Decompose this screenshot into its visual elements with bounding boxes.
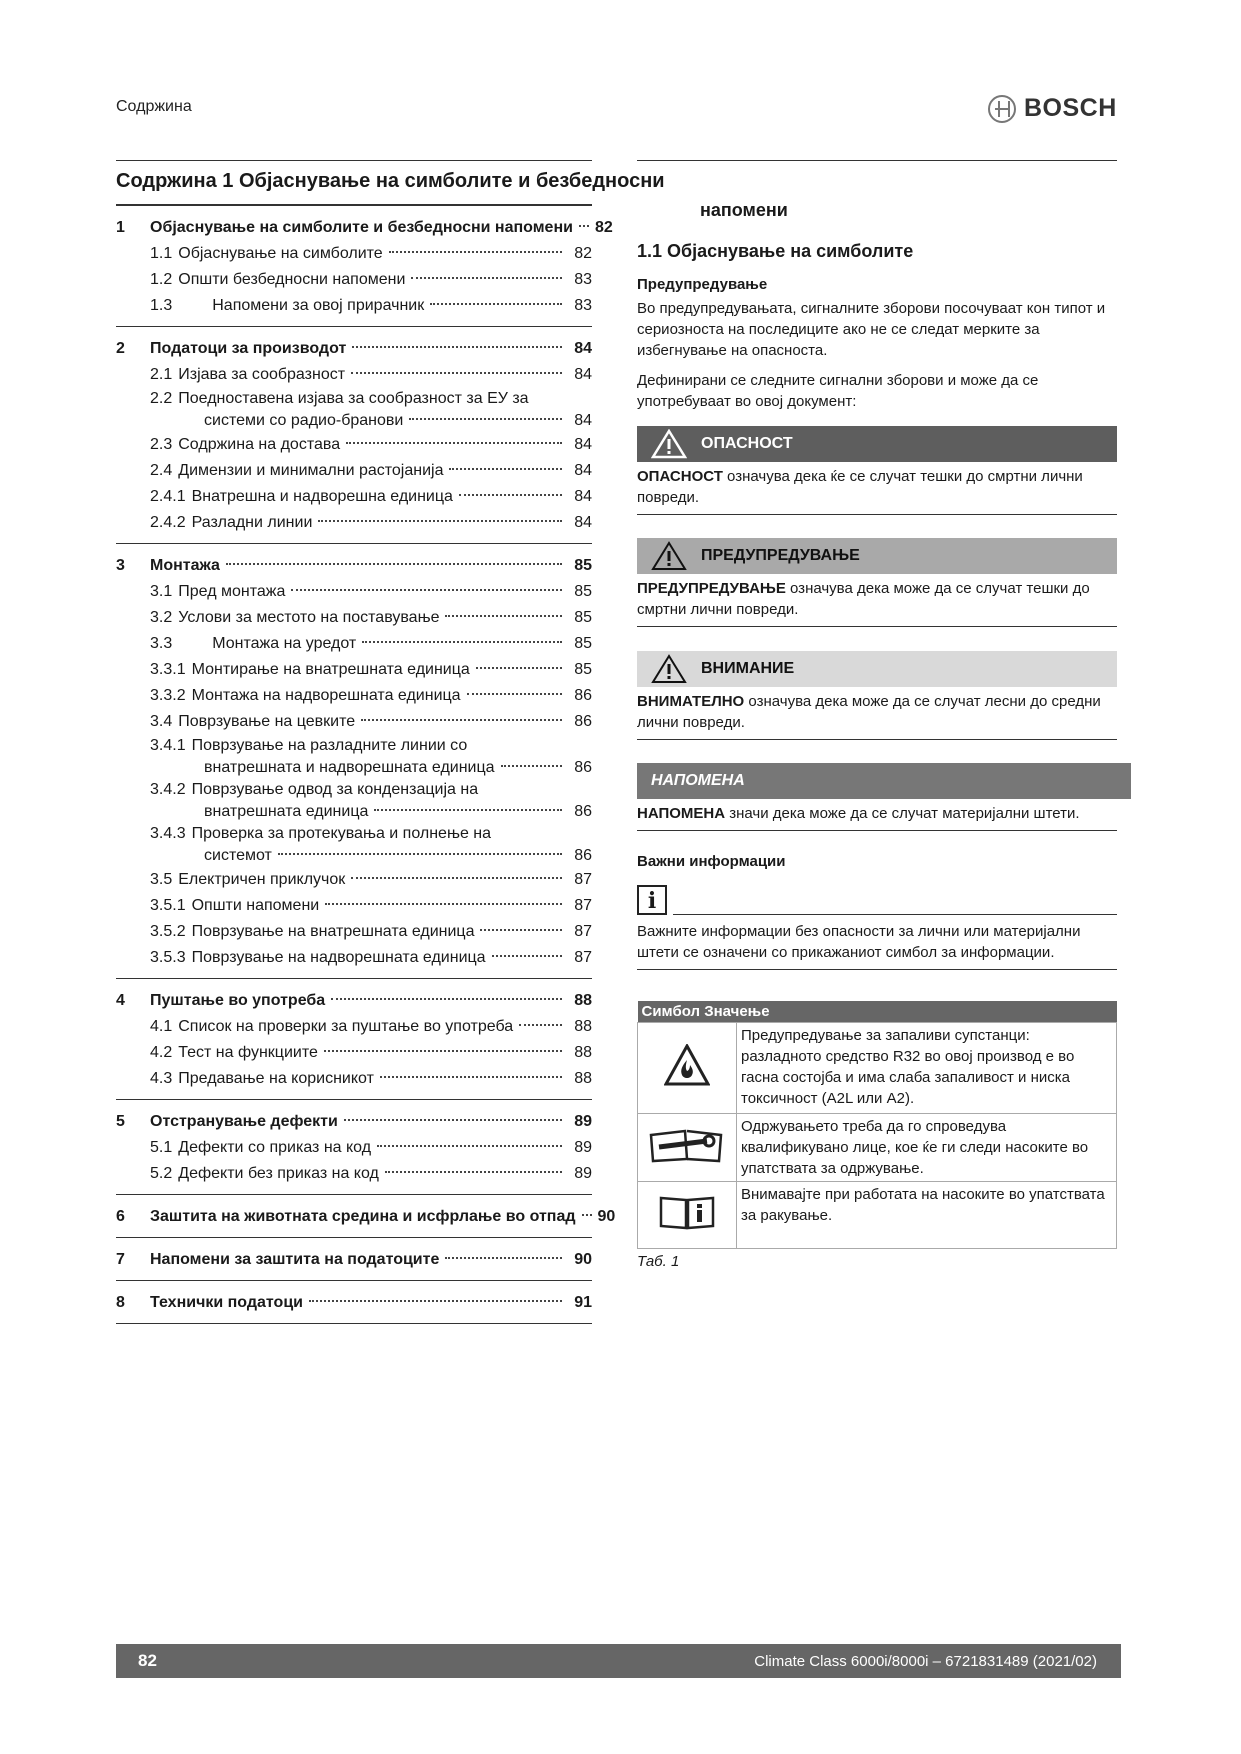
toc-leader: [385, 1171, 562, 1173]
toc-label: Монтажа на надворешната единица: [191, 687, 461, 704]
warning-triangle-icon: [651, 654, 687, 684]
toc-leader: [445, 615, 562, 617]
danger-label: ОПАСНОСТ: [701, 435, 793, 452]
toc-label: внатрешната единица: [204, 803, 369, 820]
toc-entry[interactable]: [116, 336, 592, 362]
toc-subentry[interactable]: [116, 388, 592, 410]
danger-text: означува дека ќе се случат тешки до смртни лични повреди.: [637, 468, 1083, 506]
toc-entry[interactable]: [116, 988, 592, 1014]
toc-number: 3.5.2: [150, 923, 186, 940]
toc-page: 87: [574, 897, 592, 914]
toc-leader: [351, 372, 562, 374]
toc-label: Тест на функциите: [178, 1044, 318, 1061]
toc-subentry[interactable]: [116, 893, 592, 919]
toc-entry[interactable]: [116, 1247, 592, 1273]
toc-number: 3.3.1: [150, 661, 186, 678]
toc-number: 1.1: [150, 245, 173, 262]
toc-leader: [380, 1076, 562, 1078]
flammable-warning-icon: [664, 1044, 710, 1086]
toc-label: Разладни линии: [191, 514, 313, 531]
toc-page: 85: [574, 635, 592, 652]
toc-page: 88: [574, 1018, 592, 1035]
table-of-contents: [116, 206, 616, 1324]
toc-leader: [579, 225, 589, 227]
notice-description: [637, 801, 1117, 831]
toc-number: 4: [116, 992, 125, 1009]
toc-leader: [325, 903, 562, 905]
toc-number: 2.4.1: [150, 488, 186, 505]
toc-label: Заштита на животната средина и исфрлање во отпад: [150, 1208, 576, 1225]
divider: [673, 914, 1117, 915]
toc-number: 4.3: [150, 1070, 173, 1087]
toc-leader: [291, 589, 562, 591]
caution-lead: ВНИМАТЕЛНО: [637, 693, 745, 710]
table-cell: [638, 1182, 737, 1249]
notice-text: значи дека може да се случат материјални штети.: [725, 805, 1080, 822]
warning-triangle-icon: [651, 429, 687, 459]
divider: [116, 160, 592, 161]
toc-section: [116, 544, 592, 979]
toc-subentry[interactable]: [116, 945, 592, 971]
toc-leader: [411, 277, 562, 279]
toc-subentry[interactable]: [116, 605, 592, 631]
toc-leader: [389, 251, 562, 253]
toc-number: 3.3: [150, 635, 173, 652]
table-cell: Предупредување за запаливи супстанци: разладното средство R32 во овој производ е во гасна состојба и има слаба запаливост и ниска токсичност (A2L или A2).: [737, 1023, 1117, 1114]
toc-page: 85: [574, 661, 592, 678]
toc-leader: [226, 563, 562, 565]
toc-subentry[interactable]: [116, 757, 592, 779]
toc-number: 5: [116, 1113, 125, 1130]
symbol-table-wrap: [637, 1001, 1117, 1270]
toc-label: Изјава за сообразност: [178, 366, 346, 383]
toc-number: 8: [116, 1294, 125, 1311]
toc-subentry[interactable]: [116, 579, 592, 605]
toc-label: Општи напомени: [191, 897, 320, 914]
toc-number: 3.1: [150, 583, 173, 600]
section-title: 1.1 Објаснување на симболите: [637, 241, 914, 261]
toc-leader: [278, 853, 562, 855]
toc-page: 84: [574, 436, 592, 453]
toc-page: 89: [574, 1113, 592, 1130]
toc-leader: [476, 667, 562, 669]
toc-page: 90: [574, 1251, 592, 1268]
toc-page: 86: [574, 759, 592, 776]
toc-page: 83: [574, 271, 592, 288]
toc-section: [116, 206, 613, 327]
toc-leader: [309, 1300, 562, 1302]
warning-triangle-icon: [651, 541, 687, 571]
toc-page: 83: [574, 297, 592, 314]
toc-page: 90: [597, 1208, 616, 1225]
toc-page: 86: [574, 713, 592, 730]
toc-subentry[interactable]: [116, 458, 592, 484]
toc-subentry[interactable]: [116, 823, 592, 845]
warnings-heading: Предупредување: [637, 276, 768, 293]
toc-label: Услови за местото на поставување: [178, 609, 440, 626]
table-row: [638, 1114, 1117, 1182]
toc-section: [116, 327, 592, 544]
toc-label: Пуштање во употреба: [150, 992, 326, 1009]
toc-section: [116, 1195, 616, 1238]
toc-number: 4.1: [150, 1018, 173, 1035]
toc-section: [116, 1281, 592, 1324]
toc-label: Општи безбедносни напомени: [178, 271, 406, 288]
table-cell: Внимавајте при работата на насоките во упатствата за ракување.: [737, 1182, 1117, 1249]
toc-page: 82: [594, 219, 613, 236]
toc-label: Дефекти со приказ на код: [178, 1139, 372, 1156]
caution-bar: [637, 651, 1117, 687]
toc-subentry[interactable]: [116, 432, 592, 458]
toc-number: 2.4.2: [150, 514, 186, 531]
toc-entry[interactable]: [116, 1290, 592, 1316]
toc-number: 3.2: [150, 609, 173, 626]
brand-name: BOSCH: [1024, 94, 1117, 122]
toc-subentry[interactable]: [116, 657, 592, 683]
toc-leader: [445, 1257, 562, 1259]
document-id: Climate Class 6000i/8000i – 6721831489 (2021/02): [754, 1652, 1097, 1670]
toc-label: Електричен приклучок: [178, 871, 346, 888]
toc-entry[interactable]: [116, 553, 592, 579]
toc-label: Монтажа: [150, 557, 220, 574]
caution-label: ВНИМАНИЕ: [701, 660, 795, 677]
toc-number: 3.3.2: [150, 687, 186, 704]
caution-description: [637, 689, 1117, 740]
toc-label: Дефекти без приказ на код: [178, 1165, 379, 1182]
toc-leader: [377, 1145, 562, 1147]
toc-number: 5.2: [150, 1165, 173, 1182]
divider: [637, 160, 1117, 161]
toc-subentry[interactable]: [116, 267, 592, 293]
toc-subentry[interactable]: [116, 362, 592, 388]
toc-page: 84: [574, 514, 592, 531]
warning-label: ПРЕДУПРЕДУВАЊЕ: [701, 547, 860, 564]
toc-label: Поврзување на цевките: [178, 713, 356, 730]
toc-leader: [324, 1050, 562, 1052]
toc-section: [116, 979, 592, 1100]
toc-page: 84: [574, 462, 592, 479]
toc-page: 87: [574, 923, 592, 940]
toc-subentry[interactable]: [116, 1040, 592, 1066]
toc-number: 3.4.3: [150, 825, 186, 842]
toc-label: внатрешната и надворешната единица: [204, 759, 495, 776]
toc-page: 85: [574, 609, 592, 626]
toc-subentry[interactable]: [116, 845, 592, 867]
toc-leader: [582, 1214, 592, 1216]
toc-label: Податоци за производот: [150, 340, 347, 357]
toc-leader: [409, 418, 562, 420]
warnings-paragraph-1: Во предупредувањата, сигналните зборови посочуваат кон типот и сериозноста на последиците ако не се следат мерките за избегнување на опасноста.: [637, 300, 1106, 359]
symbol-table: [637, 1001, 1117, 1249]
toc-page: 85: [574, 557, 592, 574]
toc-page: 89: [574, 1165, 592, 1182]
toc-entry[interactable]: [116, 215, 613, 241]
toc-entry[interactable]: [116, 1204, 616, 1230]
table-row: [638, 1023, 1117, 1114]
table-row: [638, 1182, 1117, 1249]
toc-label: Поедноставена изјава за сообразност за ЕУ за: [178, 390, 529, 407]
toc-page: 82: [574, 245, 592, 262]
toc-subentry[interactable]: [116, 1014, 592, 1040]
toc-leader: [351, 877, 562, 879]
toc-number: 3.4: [150, 713, 173, 730]
toc-label: Технички податоци: [150, 1294, 303, 1311]
toc-number: 2.3: [150, 436, 173, 453]
table-cell: [638, 1114, 737, 1182]
toc-leader: [467, 693, 562, 695]
danger-bar: [637, 426, 1117, 462]
toc-subentry[interactable]: [116, 241, 592, 267]
toc-label: Содржина на достава: [178, 436, 341, 453]
toc-subentry[interactable]: [116, 1135, 592, 1161]
toc-number: 4.2: [150, 1044, 173, 1061]
toc-page: 86: [574, 803, 592, 820]
toc-number: 3: [116, 557, 125, 574]
warning-description: [637, 576, 1117, 627]
toc-subentry[interactable]: [116, 510, 592, 536]
toc-label: Отстранување дефекти: [150, 1113, 338, 1130]
toc-number: 2.2: [150, 390, 173, 407]
footer-bar: [116, 1644, 1121, 1678]
toc-label: Напомени за овој прирачник: [212, 297, 425, 314]
toc-title: Содржина 1 Објаснување на симболите и безбедносни: [116, 170, 665, 192]
table-cell: [638, 1023, 737, 1114]
toc-leader: [362, 641, 562, 643]
toc-subentry[interactable]: [116, 867, 592, 893]
toc-page: 84: [574, 340, 592, 357]
toc-subentry[interactable]: [116, 709, 592, 735]
toc-leader: [344, 1119, 562, 1121]
toc-leader: [519, 1024, 562, 1026]
toc-label: Поврзување на надворешната единица: [191, 949, 486, 966]
toc-number: 3.4.1: [150, 737, 186, 754]
toc-label: системот: [204, 847, 272, 864]
warning-bar: [637, 538, 1117, 574]
bosch-armature-icon: [988, 95, 1016, 123]
toc-leader: [459, 494, 562, 496]
toc-leader: [331, 998, 562, 1000]
toc-label: Поврзување на разладните линии со: [191, 737, 468, 754]
toc-page: 86: [574, 847, 592, 864]
important-heading: Важни информации: [637, 853, 786, 870]
toc-page: 86: [574, 687, 592, 704]
notice-label: НАПОМЕНА: [651, 772, 745, 789]
toc-label: Монтажа на уредот: [212, 635, 357, 652]
toc-page: 87: [574, 949, 592, 966]
toc-number: 3.5: [150, 871, 173, 888]
toc-number: 3.5.1: [150, 897, 186, 914]
warnings-paragraph-2: Дефинирани се следните сигнални зборови и може да се употребуваат во овој документ:: [637, 372, 1039, 410]
toc-label: Поврзување на внатрешната единица: [191, 923, 475, 940]
toc-label: Објаснување на симболите: [178, 245, 383, 262]
toc-subentry[interactable]: [116, 735, 592, 757]
toc-number: 7: [116, 1251, 125, 1268]
toc-number: 2: [116, 340, 125, 357]
toc-number: 3.5.3: [150, 949, 186, 966]
toc-page: 87: [574, 871, 592, 888]
running-header: Содржина: [116, 98, 192, 115]
toc-label: Поврзување одвод за кондензација на: [191, 781, 479, 798]
toc-leader: [492, 955, 562, 957]
toc-number: 2.1: [150, 366, 173, 383]
toc-page: 84: [574, 366, 592, 383]
toc-page: 84: [574, 488, 592, 505]
toc-section: [116, 1238, 592, 1281]
toc-label: Монтирање на внатрешната единица: [191, 661, 470, 678]
continued-heading: напомени: [700, 200, 788, 220]
toc-page: 91: [574, 1294, 592, 1311]
toc-leader: [480, 929, 562, 931]
toc-label: Димензии и минимални растојанија: [178, 462, 444, 479]
toc-page: 88: [574, 992, 592, 1009]
bosch-logo: [988, 94, 1117, 123]
toc-leader: [449, 468, 562, 470]
toc-label: Внатрешна и надворешна единица: [191, 488, 453, 505]
toc-subentry[interactable]: [116, 631, 592, 657]
toc-page: 85: [574, 583, 592, 600]
toc-label: Список на проверки за пуштање во употреба: [178, 1018, 514, 1035]
info-icon: i: [637, 885, 667, 915]
toc-subentry[interactable]: [116, 683, 592, 709]
danger-lead: ОПАСНОСТ: [637, 468, 723, 485]
page-number: 82: [138, 1651, 157, 1670]
toc-label: системи со радио-бранови: [204, 412, 404, 429]
toc-label: Проверка за протекувања и полнење на: [191, 825, 492, 842]
toc-subentry[interactable]: [116, 484, 592, 510]
table-caption: Таб. 1: [637, 1253, 680, 1270]
toc-leader: [346, 442, 562, 444]
toc-subentry[interactable]: [116, 293, 592, 319]
danger-description: [637, 464, 1117, 515]
table-cell: Одржувањето треба да го спроведува квалификувано лице, кое ќе ги следи насоките во упатствата за одржување.: [737, 1114, 1117, 1182]
toc-subentry[interactable]: [116, 1161, 592, 1187]
toc-subentry[interactable]: [116, 801, 592, 823]
warning-text: означува дека може да се случат тешки до смртни лични повреди.: [637, 580, 1090, 618]
read-manual-icon: [657, 1192, 717, 1232]
notice-bar: [637, 763, 1131, 799]
toc-leader: [430, 303, 562, 305]
service-manual-icon: [647, 1125, 727, 1165]
warning-lead: ПРЕДУПРЕДУВАЊЕ: [637, 580, 786, 597]
toc-number: 1: [116, 219, 125, 236]
toc-subentry[interactable]: [116, 410, 592, 432]
toc-subentry[interactable]: [116, 1066, 592, 1092]
important-text: Важните информации без опасности за лични или материјални штети се означени со прикажаниот симбол за информации.: [637, 921, 1117, 970]
toc-leader: [374, 809, 562, 811]
toc-page: 88: [574, 1044, 592, 1061]
toc-leader: [352, 346, 562, 348]
toc-number: 2.4: [150, 462, 173, 479]
toc-subentry[interactable]: [116, 919, 592, 945]
toc-label: Предавање на корисникот: [178, 1070, 374, 1087]
toc-subentry[interactable]: [116, 779, 592, 801]
toc-number: 6: [116, 1208, 125, 1225]
toc-entry[interactable]: [116, 1109, 592, 1135]
toc-page: 88: [574, 1070, 592, 1087]
toc-leader: [361, 719, 562, 721]
toc-leader: [318, 520, 562, 522]
toc-number: 1.2: [150, 271, 173, 288]
toc-section: [116, 1100, 592, 1195]
toc-leader: [501, 765, 562, 767]
toc-page: 84: [574, 412, 592, 429]
toc-number: 5.1: [150, 1139, 173, 1156]
caution-text: означува дека може да се случат лесни до средни лични повреди.: [637, 693, 1101, 731]
toc-number: 3.4.2: [150, 781, 186, 798]
toc-label: Објаснување на симболите и безбедносни напомени: [150, 219, 573, 236]
toc-label: Пред монтажа: [178, 583, 286, 600]
toc-page: 89: [574, 1139, 592, 1156]
notice-lead: НАПОМЕНА: [637, 805, 726, 822]
toc-label: Напомени за заштита на податоците: [150, 1251, 440, 1268]
toc-number: 1.3: [150, 297, 173, 314]
table-header: Симбол Значење: [638, 1001, 1117, 1023]
